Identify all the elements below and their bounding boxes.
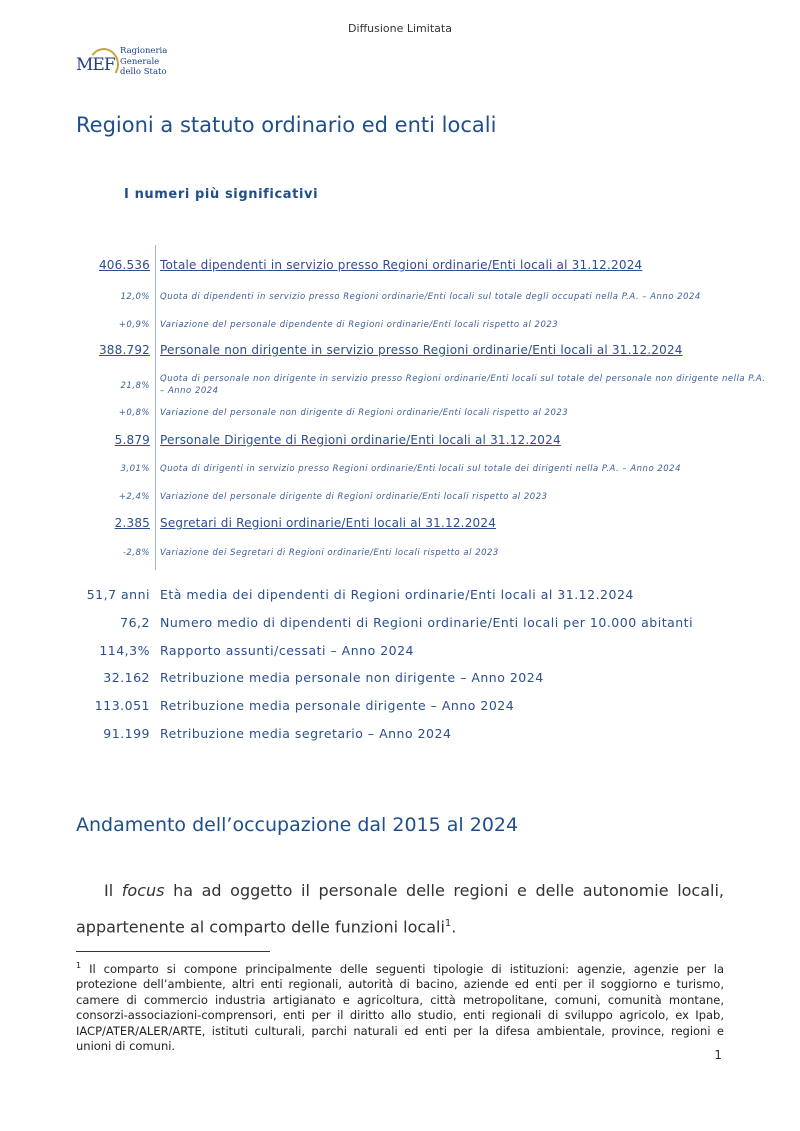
logo-org-line: Generale [120,56,160,67]
kpi-row [60,545,780,565]
kpi-value: +0,8% [118,408,150,418]
kpi-row [60,374,780,398]
kpi-row [60,317,780,337]
kpi-row [60,289,780,309]
kpi-text: Retribuzione media personale non dirigente – Anno 2024 [160,670,544,685]
footnote-marker: 1 [76,961,82,970]
kpi-row [60,615,780,635]
section-title: Andamento dell’occupazione dal 2015 al 2024 [76,814,519,836]
kpi-row[interactable] [60,433,780,453]
kpi-row [60,670,780,690]
mef-logo [76,46,186,84]
kpi-value[interactable]: 5.879 [114,433,150,447]
paragraph-emphasis: focus [121,881,165,900]
paragraph-text: . [451,917,457,937]
kpi-row[interactable] [60,516,780,536]
kpi-row [60,698,780,718]
kpi-text: Età media dei dipendenti di Regioni ordinarie/Enti locali al 31.12.2024 [160,587,634,602]
kpi-value: 12,0% [120,292,150,302]
logo-org-name [120,46,167,78]
kpi-value: 51,7 anni [86,587,150,602]
kpi-text: Variazione dei Segretari di Regioni ordinarie/Enti locali rispetto al 2023 [160,548,499,558]
kpi-row [60,405,780,425]
kpi-value[interactable]: 388.792 [98,343,150,357]
kpi-value: 32.162 [103,670,150,685]
kpi-value: 113.051 [94,698,150,713]
kpi-text: Retribuzione media personale dirigente – Anno 2024 [160,698,515,713]
kpi-text: Numero medio di dipendenti di Regioni ordinarie/Enti locali per 10.000 abitanti [160,615,694,630]
kpi-text: Retribuzione media segretario – Anno 2024 [160,726,452,741]
paragraph-text: ha ad oggetto il personale delle regioni e delle autonomie locali, appartenente al comparto delle funzioni locali [76,881,724,937]
kpi-value: +2,4% [118,492,150,502]
kpi-value: 91.199 [103,726,150,741]
kpi-link[interactable]: Personale Dirigente di Regioni ordinarie/Enti locali al 31.12.2024 [160,433,561,447]
footnote-text: Il comparto si compone principalmente delle seguenti tipologie di istituzioni: agenzie, agenzie per la protezione dell’ambiente, altri enti regionali, autorità di bacino, aziende ed enti per il soggiorno e turismo, camere di commercio industria artigianato e agricoltura, città metropolitane, comuni, comunità montane, consorzi-associazioni-comprensori, enti per il diritto allo studio, enti regionali di sviluppo agricolo, ex Ipab, IACP/ATER/ALER/ARTE, istituti culturali, parchi naturali ed enti per la difesa ambientale, province, regioni e unioni di comuni. [76,961,724,1054]
kpi-row [60,587,780,607]
footnote-ref[interactable]: 1 [444,918,452,929]
body-paragraph [76,874,724,943]
kpi-text: Quota di dipendenti in servizio presso Regioni ordinarie/Enti locali sul totale degli occupati nella P.A. – Anno 2024 [160,292,701,302]
kpi-text: Variazione del personale dipendente di Regioni ordinarie/Enti locali rispetto al 2023 [160,320,559,330]
kpi-text: Rapporto assunti/cessati – Anno 2024 [160,643,415,658]
kpi-row[interactable] [60,343,780,363]
kpi-link[interactable]: Totale dipendenti in servizio presso Regioni ordinarie/Enti locali al 31.12.2024 [160,258,643,272]
header-label: Diffusione Limitata [348,22,452,35]
kpi-text: Variazione del personale non dirigente di Regioni ordinarie/Enti locali rispetto al 2023 [160,408,569,418]
paragraph-text: Il [104,881,122,900]
kpi-row [60,643,780,663]
kpi-value: 3,01% [120,464,150,474]
kpi-value[interactable]: 2.385 [114,516,150,530]
kpi-link[interactable]: Segretari di Regioni ordinarie/Enti locali al 31.12.2024 [160,516,497,530]
footnote [76,958,724,1055]
logo-org-line: dello Stato [120,67,167,77]
kpi-text: Quota di dirigenti in servizio presso Regioni ordinarie/Enti locali sul totale dei dirigenti nella P.A. – Anno 2024 [160,464,681,474]
kpi-value[interactable]: 406.536 [98,258,150,272]
kpi-row [60,489,780,509]
logo-org-line: Ragioneria [120,46,168,56]
kpi-value: 114,3% [99,643,150,658]
logo-mark: MEF [76,55,115,75]
kpi-text: Variazione del personale dirigente di Regioni ordinarie/Enti locali rispetto al 2023 [160,492,548,502]
kpi-value: 76,2 [120,615,150,630]
kpi-value: -2,8% [122,548,150,558]
page-number: 1 [714,1048,722,1062]
kpi-text: Quota di personale non dirigente in servizio presso Regioni ordinarie/Enti locali sul totale del personale non dirigente nella P.A. – Anno 2024 [160,374,766,396]
kpi-link[interactable]: Personale non dirigente in servizio presso Regioni ordinarie/Enti locali al 31.12.2024 [160,343,683,357]
kpi-row [60,726,780,746]
kpi-value: 21,8% [120,381,150,391]
kpi-value: +0,9% [118,320,150,330]
page-title: Regioni a statuto ordinario ed enti locali [76,113,497,137]
section-subtitle: I numeri più significativi [124,187,319,202]
footnote-separator [76,951,270,952]
kpi-row[interactable] [60,258,780,278]
kpi-row [60,461,780,481]
